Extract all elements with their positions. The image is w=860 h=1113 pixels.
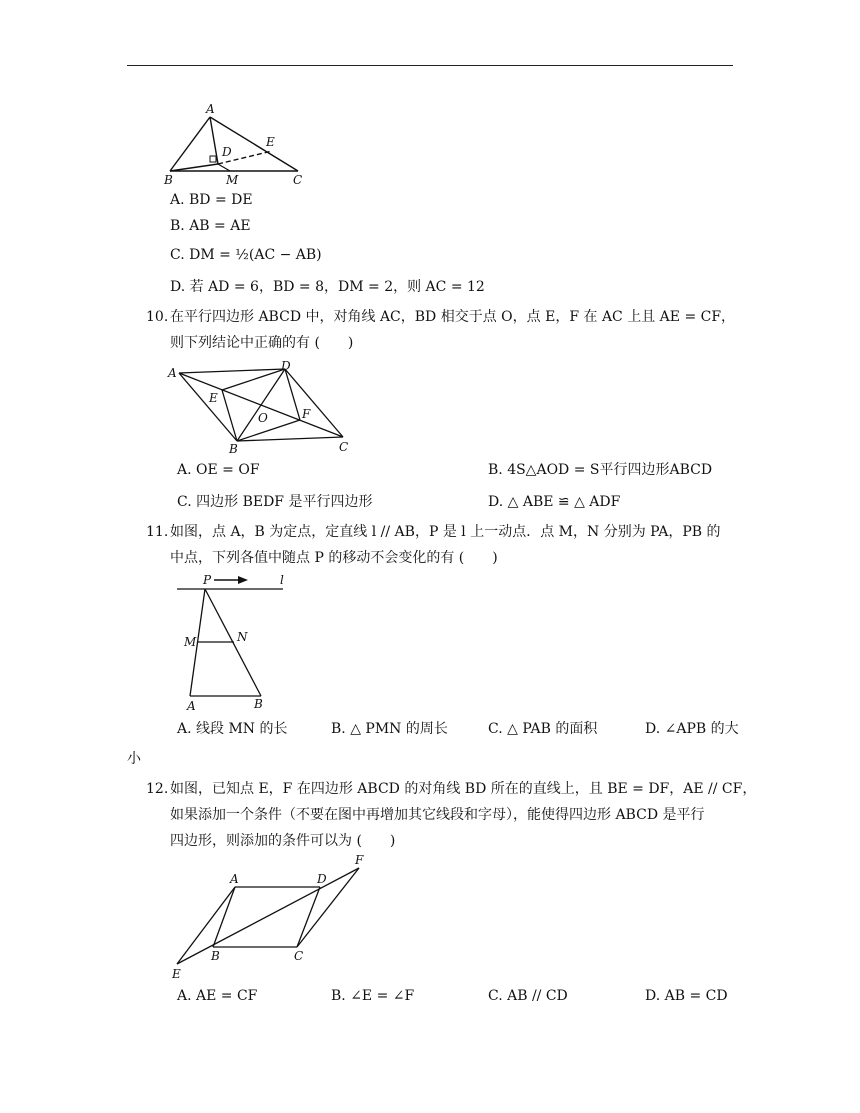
q9-option-b: B. AB = AE <box>170 218 251 234</box>
q11-stem-line1: 如图，点 A，B 为定点，定直线 l // AB，P 是 l 上一动点．点 M，N 分别为 PA，PB 的 <box>170 524 721 540</box>
q12-label-c: C <box>294 949 304 963</box>
q9-label-m: M <box>226 173 239 187</box>
q11-label-p: P <box>203 573 212 587</box>
q12-option-a: A. AE = CF <box>177 988 258 1004</box>
q10-label-e: E <box>209 391 218 405</box>
q12-stem-line2: 如果添加一个条件（不要在图中再增加其它线段和字母），能使得四边形 ABCD 是平行 <box>170 807 705 823</box>
q9-figure <box>160 100 310 190</box>
q12-option-b: B. ∠E = ∠F <box>331 988 415 1004</box>
q10-label-f: F <box>302 407 311 421</box>
q12-label-a: A <box>230 872 239 886</box>
q9-label-b: B <box>164 173 173 187</box>
q10-label-b: B <box>229 442 238 456</box>
q9-option-c: C. DM = ½(AC − AB) <box>170 247 322 263</box>
q9-label-c: C <box>293 173 303 187</box>
q10-label-c: C <box>339 440 349 454</box>
q9-option-a: A. BD = DE <box>170 192 253 208</box>
q10-label-a: A <box>168 366 177 380</box>
q11-label-m: M <box>184 635 197 649</box>
q9-label-d: D <box>222 145 232 159</box>
q11-option-d: D. ∠APB 的大 <box>645 721 739 737</box>
header-rule <box>127 65 733 66</box>
q12-label-b: B <box>211 949 220 963</box>
q11-stem-line2: 中点，下列各值中随点 P 的移动不会变化的有 ( ) <box>170 550 498 566</box>
q12-label-e: E <box>172 967 181 981</box>
q10-option-a: A. OE = OF <box>177 462 260 478</box>
q9-label-e: E <box>266 135 275 149</box>
q11-label-a: A <box>187 699 196 713</box>
q10-stem-line1: 在平行四边形 ABCD 中，对角线 AC，BD 相交于点 O，点 E，F 在 AC 上且 AE = CF， <box>170 309 736 325</box>
q12-figure <box>165 852 375 982</box>
q11-option-c: C. △ PAB 的面积 <box>488 721 598 737</box>
q11-figure <box>170 570 295 715</box>
q10-label-d: D <box>281 359 291 373</box>
q10-figure <box>165 358 360 458</box>
q10-label-o: O <box>258 411 268 425</box>
q11-label-l: l <box>280 573 284 587</box>
q12-label-f: F <box>355 853 364 867</box>
q12-number: 12. <box>146 781 169 797</box>
q12-option-d: D. AB = CD <box>645 988 728 1004</box>
q9-label-a: A <box>206 102 215 116</box>
q11-option-a: A. 线段 MN 的长 <box>177 721 288 737</box>
q11-label-n: N <box>237 630 248 644</box>
q12-stem-line3: 四边形，则添加的条件可以为 ( ) <box>170 833 396 849</box>
q11-number: 11. <box>146 524 169 540</box>
q10-option-d: D. △ ABE ≌ △ ADF <box>488 494 621 510</box>
q10-number: 10. <box>146 309 169 325</box>
q11-label-b: B <box>254 697 263 711</box>
q11-option-d-overflow: 小 <box>127 751 141 767</box>
q11-option-b: B. △ PMN 的周长 <box>331 721 448 737</box>
q9-option-d: D. 若 AD = 6，BD = 8，DM = 2，则 AC = 12 <box>170 279 485 295</box>
q12-stem-line1: 如图，已知点 E，F 在四边形 ABCD 的对角线 BD 所在的直线上，且 BE = DF，AE // CF， <box>170 781 757 797</box>
q12-option-c: C. AB // CD <box>488 988 568 1004</box>
q10-option-c: C. 四边形 BEDF 是平行四边形 <box>177 494 373 510</box>
q12-label-d: D <box>317 872 327 886</box>
q10-option-b: B. 4S△AOD = S平行四边形ABCD <box>488 462 713 478</box>
q10-stem-line2: 则下列结论中正确的有 ( ) <box>170 335 354 351</box>
